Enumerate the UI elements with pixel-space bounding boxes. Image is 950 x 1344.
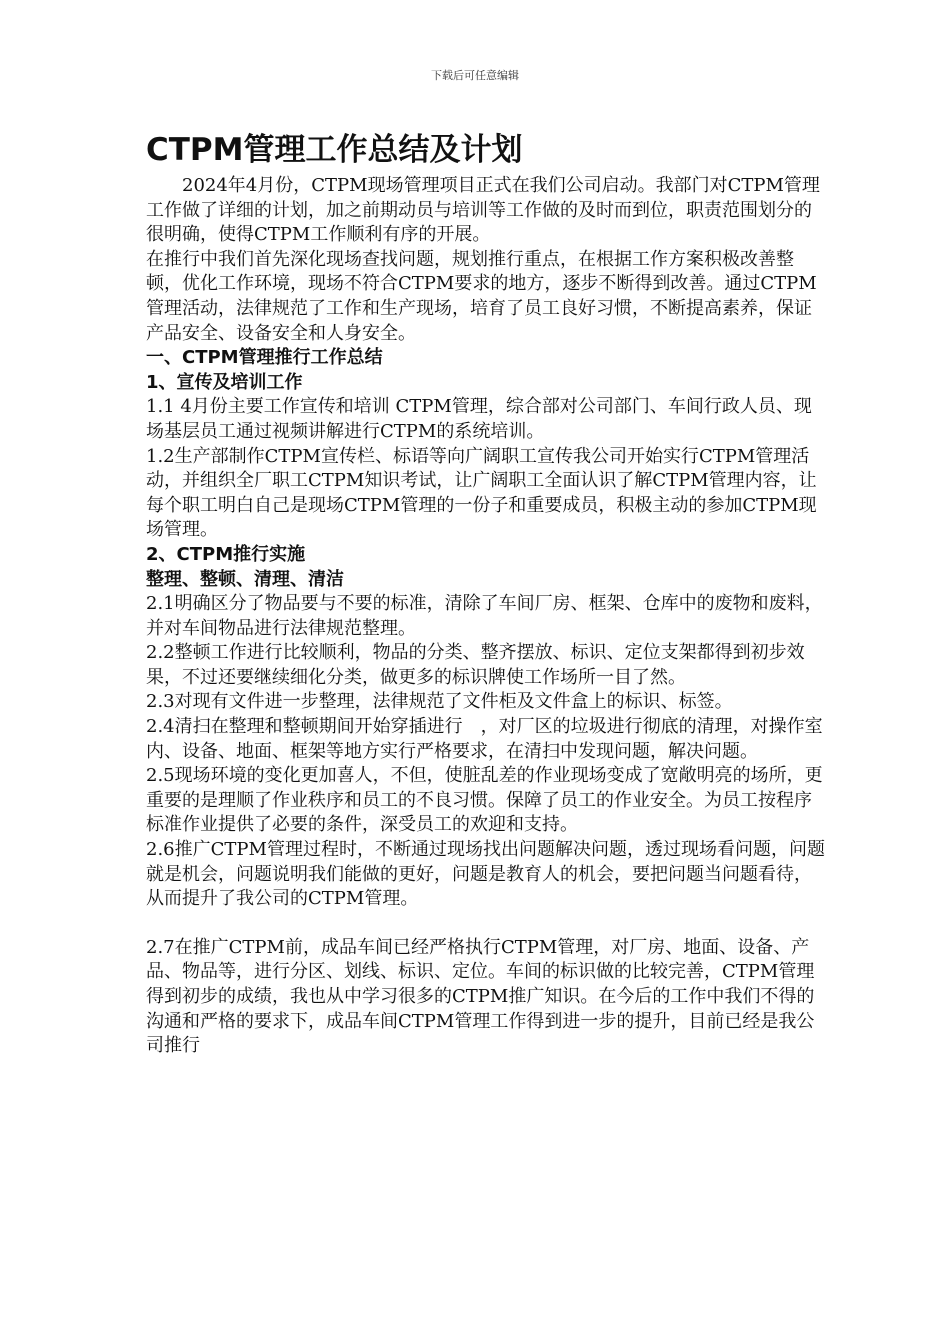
subsection-heading: 1、宣传及培训工作 [146,371,303,393]
body-paragraph: 在推行中我们首先深化现场查找问题，规划推行重点，在根据工作方案积极改善整顿，优化工作环境，现场不符合CTPM要求的地方，逐步不断得到改善。通过CTPM管理活动，法律规范了工作和生产现场，培育了员工良好习惯，不断提高素养，保证产品安全、设备安全和人身安全。 [146,248,817,344]
subsection-bold-line: 整理、整顿、清理、清洁 [146,568,344,590]
intro-paragraph: 2024年4月份，CTPM现场管理项目正式在我们公司启动。我部门对CTPM管理工作做了详细的计划，加之前期动员与培训等工作做的及时而到位，职责范围划分的很明确，使得CTPM工作顺利有序的开展。 [146,175,820,246]
paragraph-2-7: 2.7在推广CTPM前，成品车间已经严格执行CTPM管理，对厂房、地面、设备、产品、物品等，进行分区、划线、标识、定位。车间的标识做的比较完善，CTPM管理得到初步的成绩，我也从中学习很多的CTPM推广知识。在今后的工作中我们不得的沟通和严格的要求下，成品车间CTPM管理工作得到进一步的提升，目前已经是我公司推行 [146,936,815,1057]
paragraph-1-2: 1.2生产部制作CTPM宣传栏、标语等向广阔职工宣传我公司开始实行CTPM管理活动，并组织全厂职工CTPM知识考试，让广阔职工全面认识了解CTPM管理内容，让每个职工明白自己是现场CTPM管理的一份子和重要成员，积极主动的参加CTPM现场管理。 [146,445,817,541]
paragraph-2-4: 2.4清扫在整理和整顿期间开始穿插进行 ，对厂区的垃圾进行彻底的清理，对操作室内、设备、地面、框架等地方实行严格要求，在清扫中发现问题，解决问题。 [146,716,823,762]
paragraph-2-1: 2.1明确区分了物品要与不要的标准，清除了车间厂房、框架、仓库中的废物和废料，并对车间物品进行法律规范整理。 [146,593,823,639]
paragraph-2-6: 2.6推广CTPM管理过程时，不断通过现场找出问题解决问题，透过现场看问题，问题就是机会，问题说明我们能做的更好，问题是教育人的机会，要把问题当问题看待，从而提升了我公司的CTPM管理。 [146,839,825,910]
subsection-heading: 2、CTPM推行实施 [146,543,306,565]
paragraph-2-5: 2.5现场环境的变化更加喜人，不但，使脏乱差的作业现场变成了宽敞明亮的场所，更重要的是理顺了作业秩序和员工的不良习惯。保障了员工的作业安全。为员工按程序标准作业提供了必要的条件，深受员工的欢迎和支持。 [146,765,823,836]
document-title: CTPM管理工作总结及计划 [146,132,523,168]
document-body [146,128,826,1059]
header-note: 下载后可任意编辑 [431,69,519,82]
paragraph-2-3: 2.3对现有文件进一步整理，法律规范了文件柜及文件盒上的标识、标签。 [146,691,733,713]
section-heading: 一、CTPM管理推行工作总结 [146,347,383,369]
paragraph-2-2: 2.2整顿工作进行比较顺利，物品的分类、整齐摆放、标识、定位支架都得到初步效果，不过还要继续细化分类，做更多的标识牌使工作场所一目了然。 [146,642,805,688]
blank-line [146,912,826,936]
paragraph-1-1: 1.1 4月份主要工作宣传和培训 CTPM管理，综合部对公司部门、车间行政人员、现场基层员工通过视频讲解进行CTPM的系统培训。 [146,396,812,442]
